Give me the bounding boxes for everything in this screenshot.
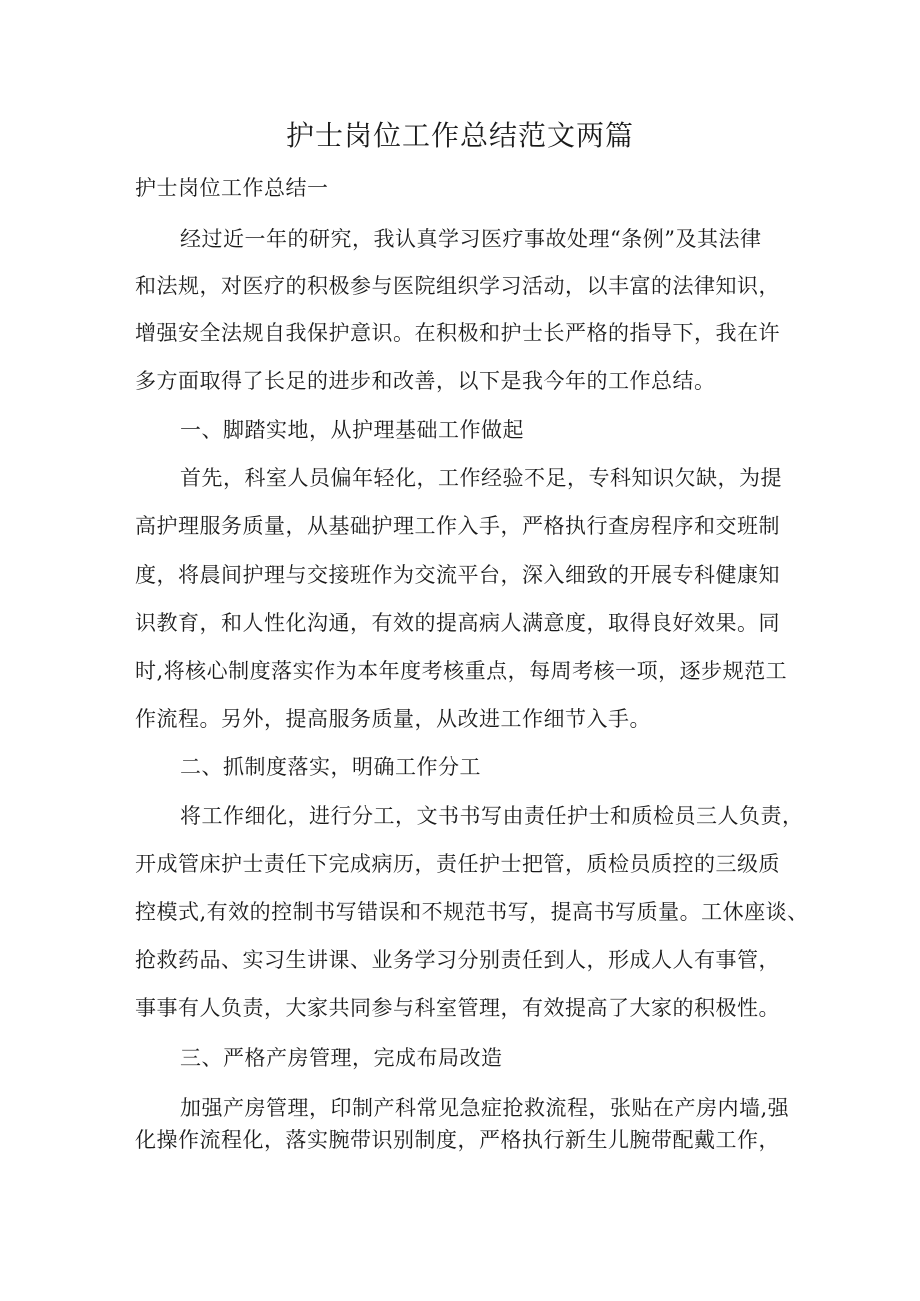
paragraph-line: 多方面取得了长足的进步和改善，以下是我今年的工作总结。 [135, 369, 716, 393]
document-title: 护士岗位工作总结范文两篇 [285, 119, 634, 152]
paragraph-line: 时,将核心制度落实作为本年度考核重点，每周考核一项，逐步规范工 [135, 659, 788, 683]
paragraph-line: 抢救药品、实习生讲课、业务学习分别责任到人，形成人人有事管， [135, 948, 780, 972]
paragraph-line: 和法规，对医疗的积极参与医院组织学习活动，以丰富的法律知识， [135, 274, 780, 298]
paragraph-line: 增强安全法规自我保护意识。在积极和护士长严格的指导下，我在许 [135, 321, 780, 345]
paragraph-line: 首先，科室人员偏年轻化，工作经验不足，专科知识欠缺，为提 [180, 466, 782, 490]
paragraph-line: 识教育，和人性化沟通，有效的提高病人满意度，取得良好效果。同 [135, 611, 780, 635]
paragraph-line: 经过近一年的研究，我认真学习医疗事故处理“条例”及其法律 [180, 227, 762, 251]
paragraph-line: 加强产房管理，印制产科常见急症抢救流程，张贴在产房内墙,强 [180, 1096, 790, 1120]
paragraph-line: 度，将晨间护理与交接班作为交流平台，深入细致的开展专科健康知 [135, 563, 780, 587]
paragraph-line: 作流程。另外，提高服务质量，从改进工作细节入手。 [135, 707, 651, 731]
section-subtitle: 护士岗位工作总结一 [135, 176, 329, 200]
paragraph-line: 将工作细化，进行分工，文书书写由责任护士和质检员三人负责， [180, 804, 804, 828]
paragraph-line: 事事有人负责，大家共同参与科室管理，有效提高了大家的积极性。 [135, 996, 780, 1020]
section-heading: 一、脚踏实地，从护理基础工作做起 [180, 418, 524, 442]
paragraph-line: 开成管床护士责任下完成病历，责任护士把管，质检员质控的三级质 [135, 852, 780, 876]
paragraph-line: 高护理服务质量，从基础护理工作入手，严格执行查房程序和交班制 [135, 514, 780, 538]
section-heading: 三、严格产房管理，完成布局改造 [180, 1046, 503, 1070]
paragraph-line: 控模式,有效的控制书写错误和不规范书写，提高书写质量。工休座谈、 [135, 900, 809, 924]
paragraph-line: 化操作流程化，落实腕带识别制度，严格执行新生儿腕带配戴工作， [135, 1128, 780, 1152]
section-heading: 二、抓制度落实，明确工作分工 [180, 755, 481, 779]
